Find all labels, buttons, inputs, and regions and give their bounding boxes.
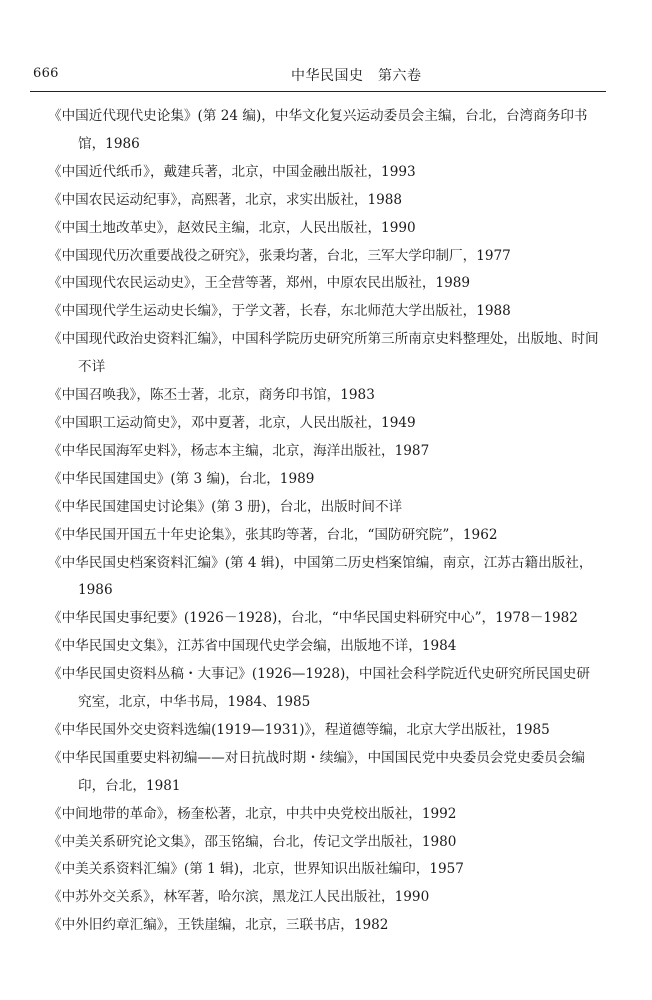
bibliography-entry: 《中华民国开国五十年史论集》，张其昀等著，台北，“国防研究院”，1962 xyxy=(48,526,498,543)
bibliography-entry: 《中间地带的革命》，杨奎松著，北京，中共中央党校出版社，1992 xyxy=(48,805,457,822)
bibliography-entry: 《中国近代现代史论集》(第 24 编)，中华文化复兴运动委员会主编，台北，台湾商务印书馆，1986 xyxy=(48,108,588,152)
bibliography-entry: 《中华民国史资料丛稿・大事记》(1926—1928)，中国社会科学院近代史研究所民国史研究室，北京，中华书局，1984、1985 xyxy=(48,666,590,711)
bibliography-entry: 《中国现代政治史资料汇编》，中国科学院历史研究所第三所南京史料整理处，出版地、时间不详 xyxy=(48,331,599,376)
bibliography-entry: 《中华民国史档案资料汇编》(第 4 辑)，中国第二历史档案馆编，南京，江苏古籍出版社，1986 xyxy=(48,554,593,599)
bibliography-entry: 《中美关系研究论文集》，邵玉铭编，台北，传记文学出版社，1980 xyxy=(48,833,457,850)
running-title: 中华民国史 第六卷 xyxy=(291,68,422,84)
page-header xyxy=(33,66,601,90)
bibliography-entry: 《中国近代纸币》，戴建兵著，北京，中国金融出版社，1993 xyxy=(48,163,416,180)
bibliography-entry: 《中国现代历次重要战役之研究》，张秉均著，台北，三军大学印制厂，1977 xyxy=(48,247,511,264)
bibliography-entry: 《中美关系资料汇编》(第 1 辑)，北京，世界知识出版社编印，1957 xyxy=(48,861,464,878)
bibliography-entry: 《中外旧约章汇编》，王铁崖编，北京，三联书店，1982 xyxy=(48,917,389,934)
bibliography-entry: 《中华民国外交史资料选编(1919—1931)》，程道德等编，北京大学出版社，1985 xyxy=(48,721,550,738)
bibliography-entry: 《中苏外交关系》，林军著，哈尔滨，黑龙江人民出版社，1990 xyxy=(48,889,430,906)
header-rule xyxy=(30,91,606,92)
bibliography-entry: 《中国土地改革史》，赵效民主编，北京，人民出版社，1990 xyxy=(48,219,416,236)
bibliography-entry: 《中华民国重要史料初编——对日抗战时期・续编》，中国国民党中央委员会党史委员会编印，台北，1981 xyxy=(48,749,585,794)
bibliography-entry: 《中华民国海军史料》，杨志本主编，北京，海洋出版社，1987 xyxy=(48,442,430,459)
bibliography-entry: 《中国职工运动简史》，邓中夏著，北京，人民出版社，1949 xyxy=(48,414,416,431)
bibliography-entry: 《中华民国建国史讨论集》(第 3 册)，台北，出版时间不详 xyxy=(48,498,403,515)
bibliography-entry: 《中国现代农民运动史》，王全营等著，郑州，中原农民出版社，1989 xyxy=(48,275,471,292)
bibliography-entry: 《中华民国史文集》，江苏省中国现代史学会编，出版地不详，1984 xyxy=(48,638,457,655)
bibliography-list xyxy=(48,103,600,940)
bibliography-entry: 《中国召唤我》，陈丕士著，北京，商务印书馆，1983 xyxy=(48,387,375,404)
page-number: 666 xyxy=(33,66,59,81)
bibliography-entry: 《中国农民运动纪事》，高熙著，北京，求实出版社，1988 xyxy=(48,191,403,208)
bibliography-entry: 《中华民国建国史》(第 3 编)，台北，1989 xyxy=(48,470,315,487)
bibliography-entry: 《中国现代学生运动史长编》，于学文著，长春，东北师范大学出版社，1988 xyxy=(48,303,511,320)
bibliography-entry: 《中华民国史事纪要》(1926－1928)，台北，“中华民国史料研究中心”，1978－1982 xyxy=(48,610,578,627)
